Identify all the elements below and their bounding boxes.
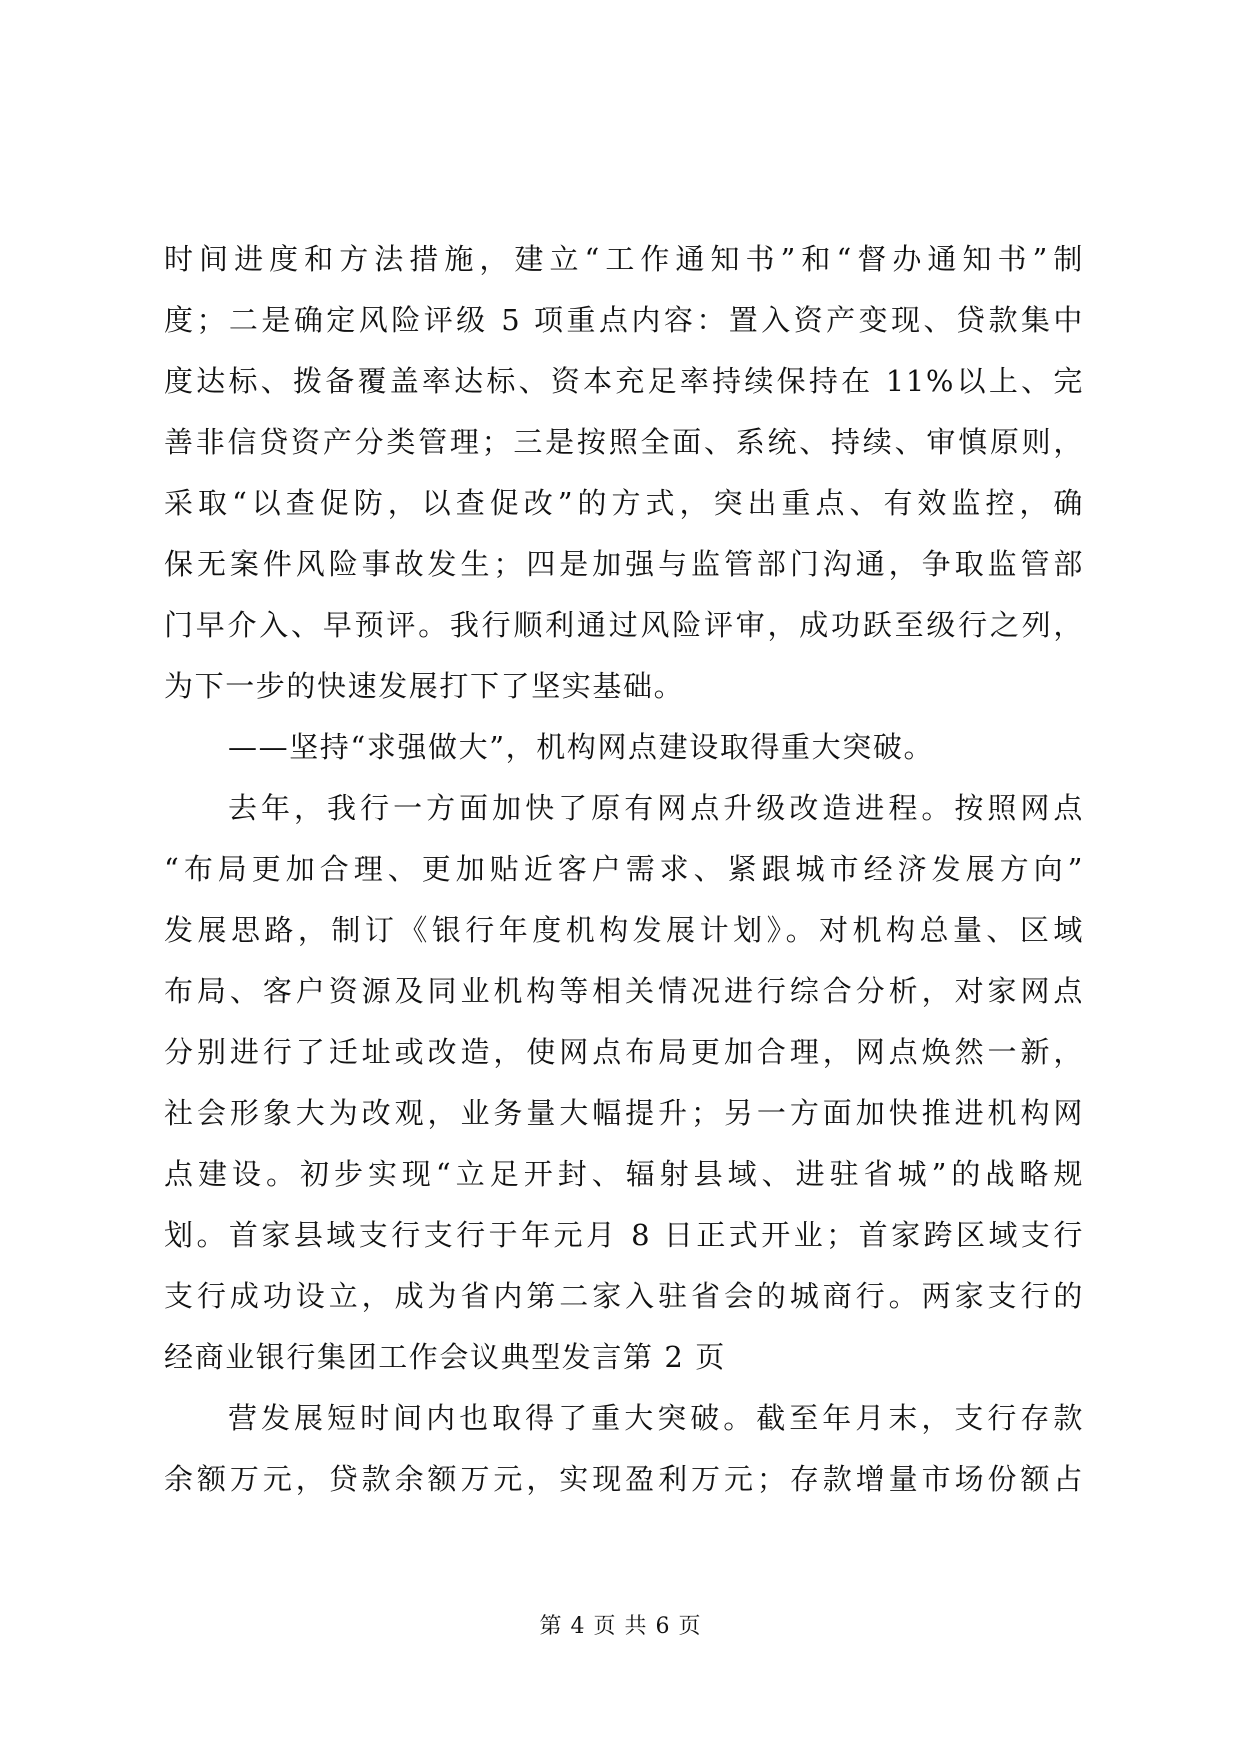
text-line: 经商业银行集团工作会议典型发言第 2 页 — [164, 1340, 726, 1374]
text-line: 为下一步的快速发展打下了坚实基础。 — [164, 669, 685, 703]
text-line: 布局、客户资源及同业机构等相关情况进行综合分析，对家网点 — [164, 974, 1084, 1008]
text-line: “布局更加合理、更加贴近客户需求、紧跟城市经济发展方向” — [164, 852, 1084, 886]
text-line: 采取“以查促防，以查促改”的方式，突出重点、有效监控，确 — [164, 486, 1084, 520]
text-line: 社会形象大为改观，业务量大幅提升；另一方面加快推进机构网 — [164, 1096, 1084, 1130]
text-line: 度达标、拨备覆盖率达标、资本充足率持续保持在 11%以上、完 — [164, 364, 1084, 398]
text-line: 支行成功设立，成为省内第二家入驻省会的城商行。两家支行的 — [164, 1279, 1084, 1313]
section-heading: ——坚持“求强做大”，机构网点建设取得重大突破。 — [228, 730, 935, 764]
text-line: 余额万元，贷款余额万元，实现盈利万元；存款增量市场份额占 — [164, 1462, 1084, 1496]
text-line: 分别进行了迁址或改造，使网点布局更加合理，网点焕然一新， — [164, 1035, 1084, 1069]
document-body — [164, 229, 1084, 1510]
text-line: 度；二是确定风险评级 5 项重点内容：置入资产变现、贷款集中 — [164, 303, 1084, 337]
text-line: 点建设。初步实现“立足开封、辐射县域、进驻省城”的战略规 — [164, 1157, 1084, 1191]
text-line: 发展思路，制订《银行年度机构发展计划》。对机构总量、区域 — [164, 913, 1084, 947]
text-line: 门早介入、早预评。我行顺利通过风险评审，成功跃至级行之列， — [164, 608, 1084, 642]
page-number-footer: 第 4 页 共 6 页 — [539, 1614, 702, 1639]
text-line: 营发展短时间内也取得了重大突破。截至年月末，支行存款 — [228, 1401, 1084, 1435]
text-line: 划。首家县域支行支行于年元月 8 日正式开业；首家跨区域支行 — [164, 1218, 1084, 1252]
text-line: 去年，我行一方面加快了原有网点升级改造进程。按照网点 — [228, 791, 1084, 825]
text-line: 善非信贷资产分类管理；三是按照全面、系统、持续、审慎原则， — [164, 425, 1084, 459]
text-line: 时间进度和方法措施，建立“工作通知书”和“督办通知书”制 — [164, 242, 1084, 276]
text-line: 保无案件风险事故发生；四是加强与监管部门沟通，争取监管部 — [164, 547, 1084, 581]
